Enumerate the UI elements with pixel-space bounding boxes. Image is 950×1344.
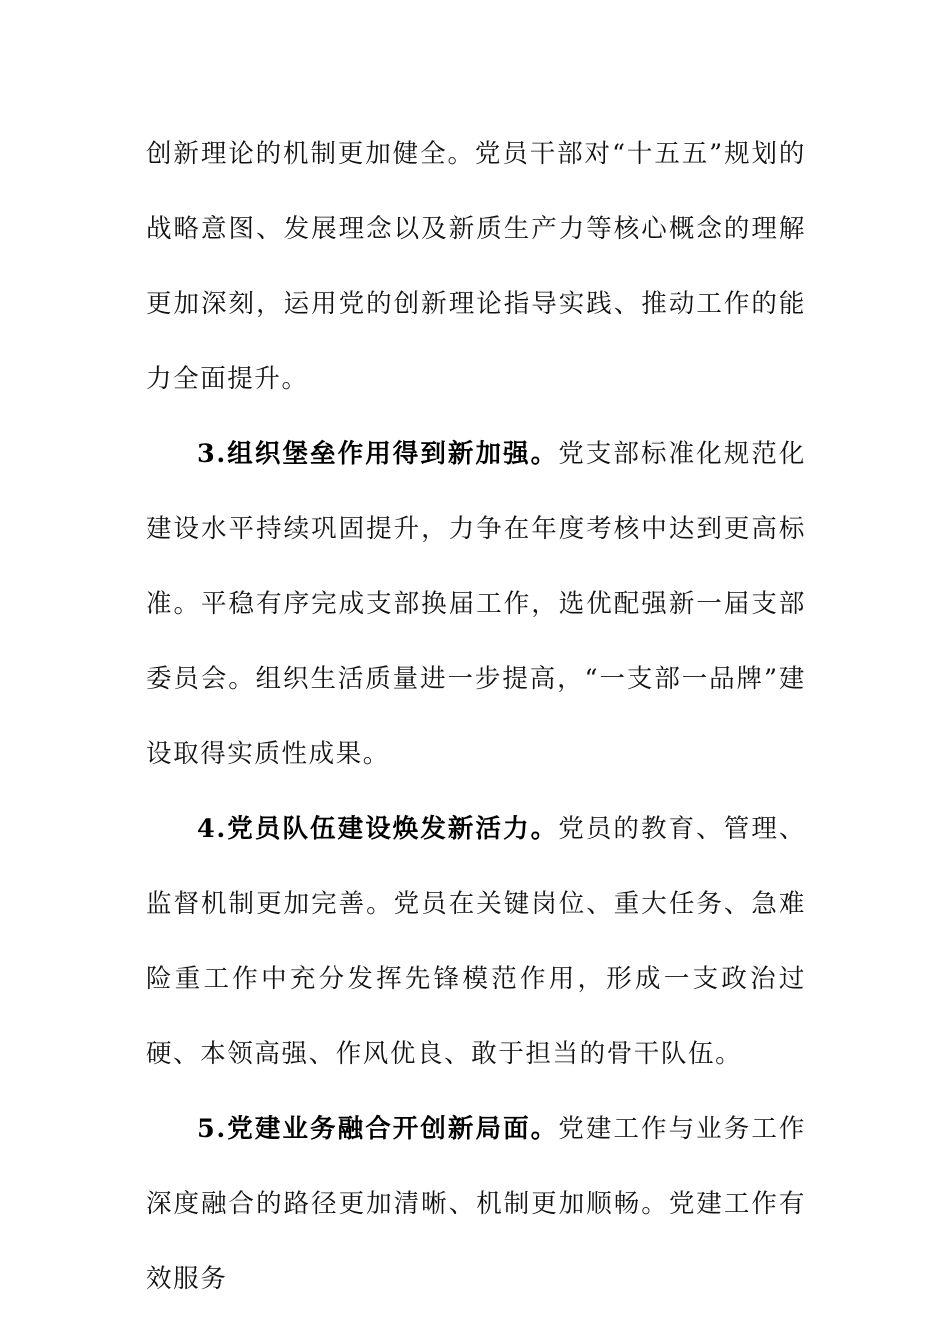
paragraph-body: 党建工作与业务工作深度融合的路径更加清晰、机制更加顺畅。党建工作有效服务 (146, 1114, 806, 1294)
paragraph-party-business-integration (146, 1092, 806, 1317)
paragraph-innovation-theory (146, 117, 806, 417)
paragraph-heading: 5.党建业务融合开创新局面。 (197, 1114, 559, 1144)
paragraph-organization-fortress (146, 417, 806, 792)
paragraph-body: 党支部标准化规范化建设水平持续巩固提升，力争在年度考核中达到更高标准。平稳有序完成支部换届工作，选优配强新一届支部委员会。组织生活质量进一步提高，“一支部一品牌”建设取得实质性成果。 (146, 439, 806, 769)
paragraph-body: 党员的教育、管理、监督机制更加完善。党员在关键岗位、重大任务、急难险重工作中充分发挥先锋模范作用，形成一支政治过硬、本领高强、作风优良、敢于担当的骨干队伍。 (146, 814, 806, 1069)
paragraph-heading: 4.党员队伍建设焕发新活力。 (197, 814, 559, 844)
paragraph-member-team (146, 792, 806, 1092)
paragraph-body: 创新理论的机制更加健全。党员干部对“十五五”规划的战略意图、发展理念以及新质生产力等核心概念的理解更加深刻，运用党的创新理论指导实践、推动工作的能力全面提升。 (146, 139, 806, 394)
paragraph-heading: 3.组织堡垒作用得到新加强。 (197, 439, 559, 469)
document-body (146, 117, 806, 1317)
